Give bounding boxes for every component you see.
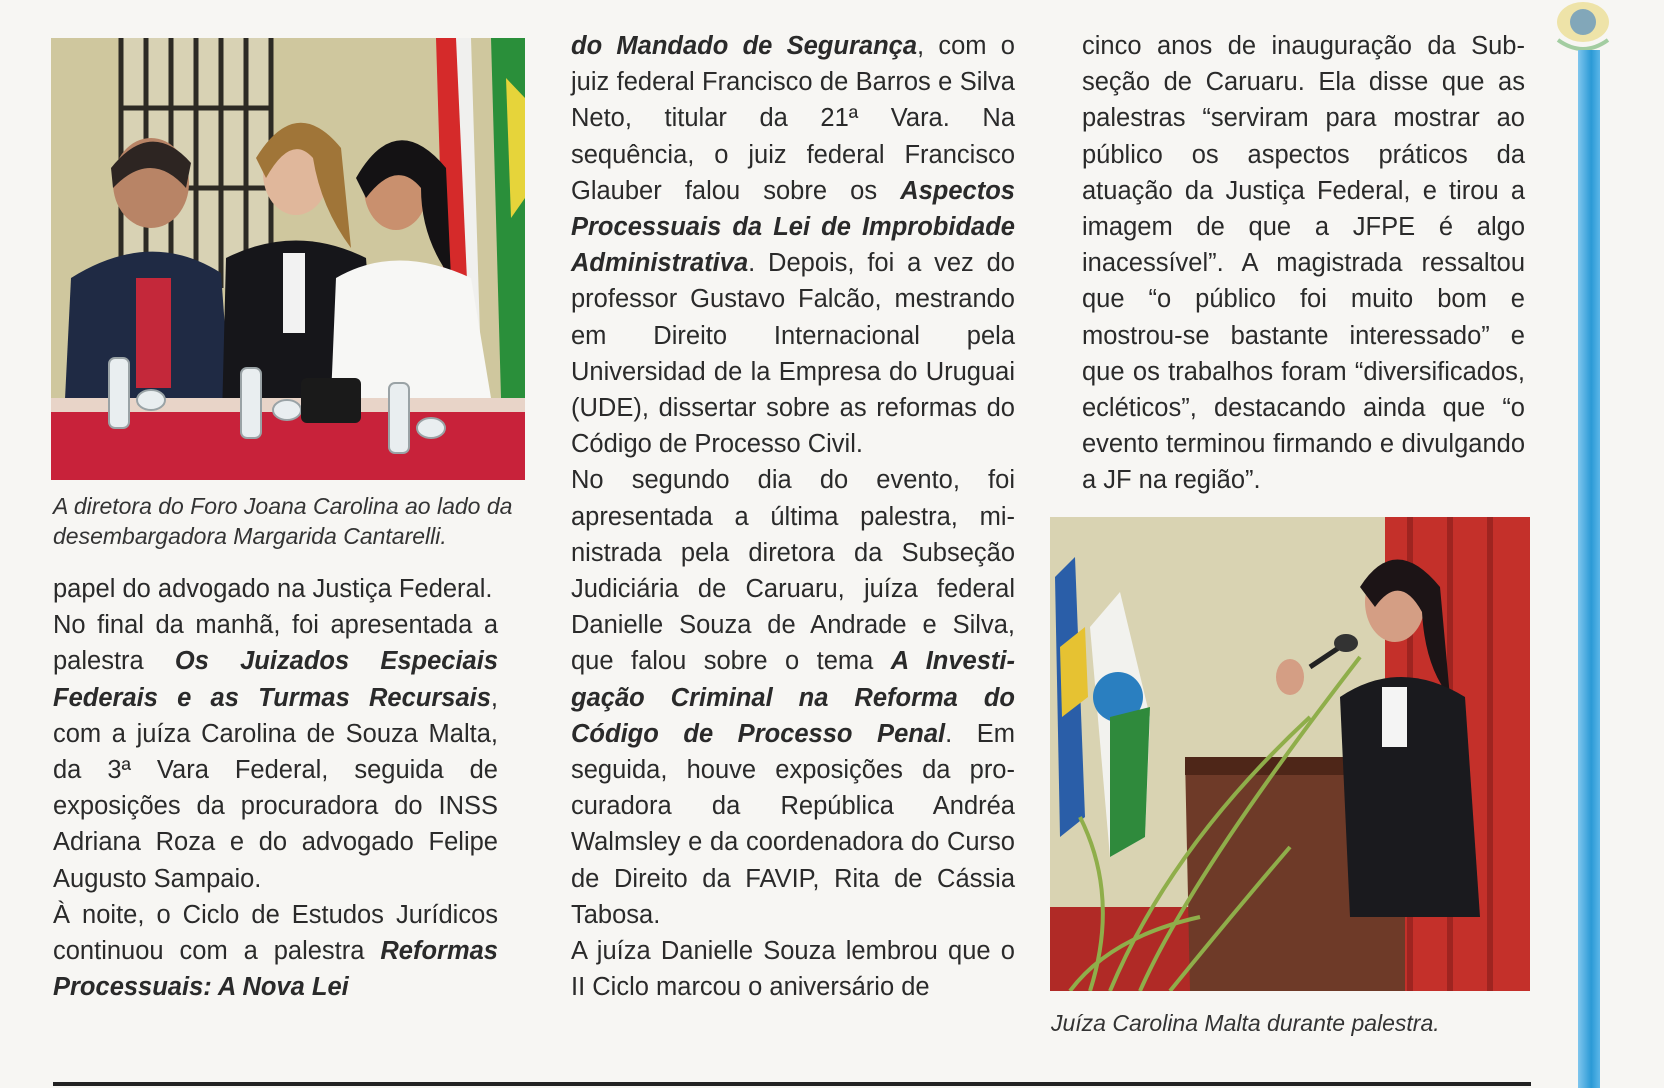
col2-paragraph-3: A juíza Danielle Souza lembrou que o II Ciclo marcou o aniversário de [571, 937, 1015, 1002]
coat-of-arms-icon [1548, 0, 1618, 55]
col1-p2-text-a: No final da manhã, foi apresentada a palestra [53, 611, 498, 676]
decorative-side-stripe [1578, 50, 1600, 1088]
col1-paragraph-2 [53, 607, 498, 897]
photo-head-table [51, 38, 525, 480]
photo-caption-head-table: A diretora do Foro Joana Carolina ao lado da desembargadora Margarida Cantarelli. [53, 493, 513, 549]
col2-paragraph-2 [571, 462, 1015, 933]
col3-paragraph-1: cinco anos de inauguração da Subseção de Caruaru. Ela disse que as palestras “serviram para mostrar ao público os aspectos práticos da atuação da Justiça Federal, e tirou a imagem de que a JFPE é algo inacessível”. A magistrada ressaltou que “o público foi muito bom e mostrou-se bastante interessado” e que os trabalhos foram “diversificados, ecléticos”, destacando ainda que “o evento terminou firmando e divulgando a JF na região”. [1082, 32, 1525, 495]
col2-p2-lecture-title: A Investigação Criminal na Reforma do Código de Processo Penal [571, 647, 1015, 748]
page-divider-line [53, 1082, 1531, 1086]
col2-p2-text-a: No segundo dia do evento, foi apresentada a última palestra, ministrada pela diretora da Subseção Judiciária de Caruaru, juíza federal Danielle Souza de Andrade e Silva, que falou sobre o tema [571, 466, 1015, 676]
col1-paragraph-1: papel do advogado na Justiça Federal. [53, 575, 493, 603]
col2-p1-lecture-title: do Mandado de Segurança [571, 32, 918, 60]
photo-head-table-image [51, 38, 525, 480]
article-column-1 [53, 571, 498, 1005]
article-column-2 [571, 28, 1015, 1005]
photo-speaker-podium [1050, 517, 1530, 991]
article-column-3 [1082, 28, 1525, 499]
col1-paragraph-3 [53, 897, 498, 1006]
col1-p2-lecture-title: Os Juizados Especiais Federais e as Turmas Recursais [53, 647, 498, 712]
photo-caption-speaker: Juíza Carolina Malta durante palestra. [1051, 1010, 1440, 1036]
col2-p2-text-b: . Em seguida, houve exposições da procuradora da República Andréa Walmsley e da coordenadora do Curso de Direito da FAVIP, Rita de Cássia Tabosa. [571, 719, 1015, 929]
photo-speaker-podium-image [1050, 517, 1530, 991]
col2-paragraph-1 [571, 28, 1015, 462]
col1-p3-lecture-title: Reformas Processuais: A Nova Lei [53, 937, 498, 1002]
col2-p1-lecture-title-2: Aspectos Processuais da Lei de Improbidade Administrativa [571, 176, 1015, 278]
col2-p1-text-a: , com o juiz federal Francisco de Barros e Silva Neto, titular da 21ª Vara. Na sequência, o juiz federal Francisco Glauber falou sobre os [571, 32, 1015, 205]
col1-p3-text-a: À noite, o Ciclo de Estudos Jurídicos continuou com a palestra [53, 900, 498, 966]
col2-p1-text-b: . Depois, foi a vez do professor Gustavo Falcão, mestrando em Direito Internacional pela Universidad de la Empresa do Uruguai (UDE), dissertar sobre as reformas do Código de Processo Civil. [571, 249, 1015, 459]
col1-p2-text-b: , com a juíza Carolina de Souza Malta, da 3ª Vara Federal, seguida de exposições da procuradora do INSS Adriana Roza e do advogado Felipe Augusto Sampaio. [53, 683, 498, 893]
